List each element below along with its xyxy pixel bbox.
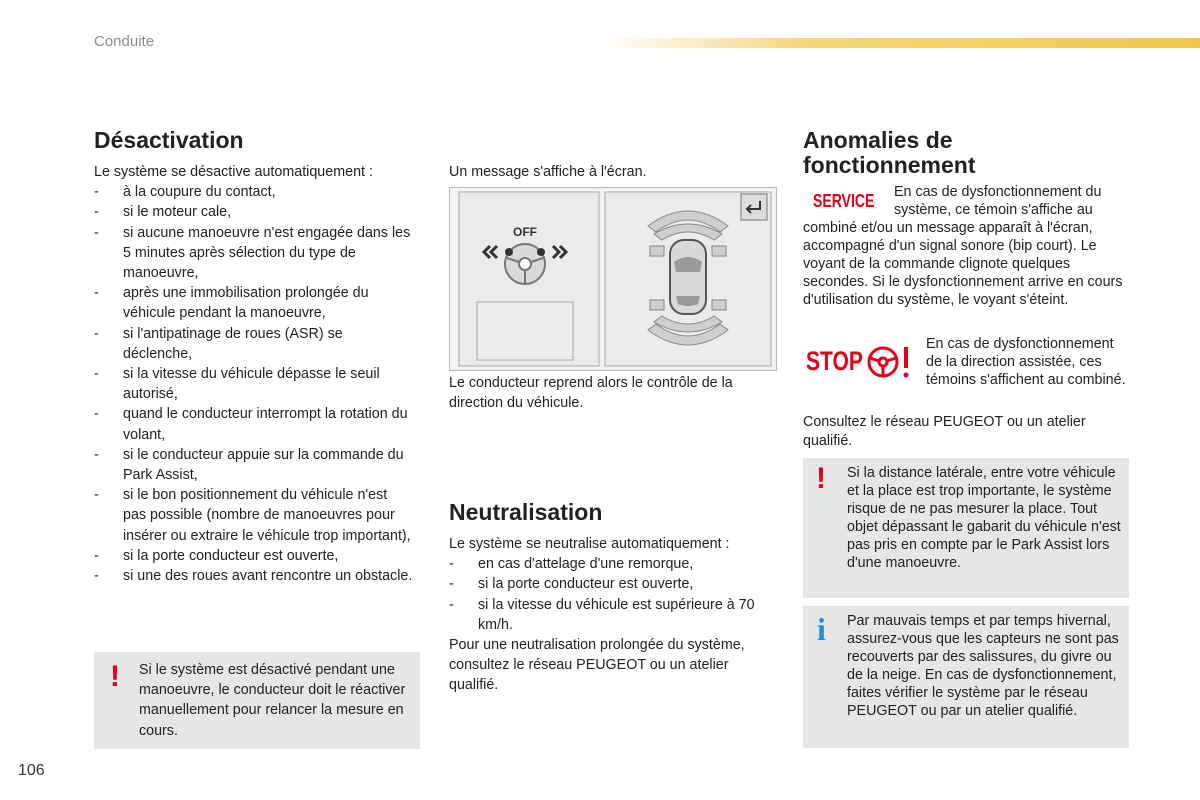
deactivation-section xyxy=(94,128,414,586)
screen-message-text: Un message s'affiche à l'écran. xyxy=(449,164,647,180)
anomalies-title-line2: fonctionnement xyxy=(803,152,976,178)
deactivation-title: Désactivation xyxy=(94,127,244,153)
list-item: - si la vitesse du véhicule dépasse le seuil autorisé, xyxy=(94,364,414,404)
info-icon: i xyxy=(817,611,826,647)
list-item: - en cas d'attelage d'une remorque, xyxy=(449,554,779,574)
back-icon xyxy=(741,194,767,220)
neutralisation-section xyxy=(449,500,779,696)
list-item: - si la vitesse du véhicule est supérieure à 70 km/h. xyxy=(449,595,779,635)
section-label: Conduite xyxy=(94,33,155,50)
anomalies-title-line1: Anomalies de xyxy=(803,127,953,153)
stop-text: En cas de dysfonctionnement de la direction assistée, ces témoins s'affichent au combiné. xyxy=(926,336,1126,388)
park-assist-screen-svg xyxy=(450,188,776,370)
deactivation-list xyxy=(94,182,414,586)
list-item: - si la porte conducteur est ouverte, xyxy=(449,574,779,594)
service-text-top: En cas de dysfonctionnement du système, ce témoin s'affiche au xyxy=(894,184,1102,218)
stop-warning-icon: STOP xyxy=(806,346,863,376)
screen-illustration xyxy=(449,187,777,371)
info-text: Par mauvais temps et par temps hivernal, assurez-vous que les capteurs ne sont pas recouverts par des salissures, du givre ou de la neige. En cas de dysfonctionnement, faites vérifier le système par le réseau PEUGEOT ou par un atelier qualifié. xyxy=(847,613,1119,719)
neutralisation-outro: Pour une neutralisation prolongée du système, consultez le réseau PEUGEOT ou un atelier qualifié. xyxy=(449,637,745,694)
list-item: - si le conducteur appuie sur la commande du Park Assist, xyxy=(94,445,414,485)
list-item: - si une des roues avant rencontre un obstacle. xyxy=(94,566,414,586)
list-item: - si le moteur cale, xyxy=(94,202,414,222)
power-steering-warning-icon xyxy=(866,344,914,380)
info-box xyxy=(803,606,1129,748)
list-item: - si le bon positionnement du véhicule n'est pas possible (nombre de manoeuvres pour insérer ou extraire le véhicule trop important), xyxy=(94,485,414,546)
warning-icon: ! xyxy=(816,462,826,495)
service-text-rest: combiné et/ou un message apparaît à l'écran, accompagné d'un signal sonore (bip court). Le voyant de la commande clignote quelques secondes. Si le dysfonctionnement arrive en cours d'utilisation du système, le voyant s'éteint. xyxy=(803,220,1123,308)
list-item: - si la porte conducteur est ouverte, xyxy=(94,546,414,566)
neutralisation-title: Neutralisation xyxy=(449,499,603,525)
service-warning-icon: SERVICE xyxy=(813,191,875,211)
list-item: - après une immobilisation prolongée du véhicule pendant la manoeuvre, xyxy=(94,283,414,323)
deactivation-warning-box xyxy=(94,652,420,749)
header-accent-bar xyxy=(600,38,1200,48)
car-icon xyxy=(670,240,706,314)
page-number: 106 xyxy=(18,762,45,779)
warning-icon: ! xyxy=(110,660,120,693)
deactivation-intro: Le système se désactive automatiquement : xyxy=(94,164,373,180)
list-item: - à la coupure du contact, xyxy=(94,182,414,202)
list-item: - si aucune manoeuvre n'est engagée dans les 5 minutes après sélection du type de manoeuvre, xyxy=(94,223,414,284)
consult-text: Consultez le réseau PEUGEOT ou un atelier qualifié. xyxy=(803,414,1086,449)
anomalies-warning-box xyxy=(803,458,1129,598)
list-item: - si l'antipatinage de roues (ASR) se déclenche, xyxy=(94,324,414,364)
neutralisation-intro: Le système se neutralise automatiquement : xyxy=(449,536,730,552)
neutralisation-list xyxy=(449,554,779,635)
list-item: - quand le conducteur interrompt la rotation du volant, xyxy=(94,404,414,444)
deactivation-warning-text: Si le système est désactivé pendant une manoeuvre, le conducteur doit le réactiver manuellement pour relancer la mesure en cours. xyxy=(139,662,406,739)
anomalies-section xyxy=(803,128,1133,178)
off-label: OFF xyxy=(513,225,537,239)
anomalies-warning-text: Si la distance latérale, entre votre véhicule et la place est trop importante, le système risque de ne pas mesurer la place. Tout objet dépassant le gabarit du véhicule n'est pas pris en compte par le Park Assist lors d'une manoeuvre. xyxy=(847,465,1121,571)
after-figure-text: Le conducteur reprend alors le contrôle de la direction du véhicule. xyxy=(449,375,733,412)
